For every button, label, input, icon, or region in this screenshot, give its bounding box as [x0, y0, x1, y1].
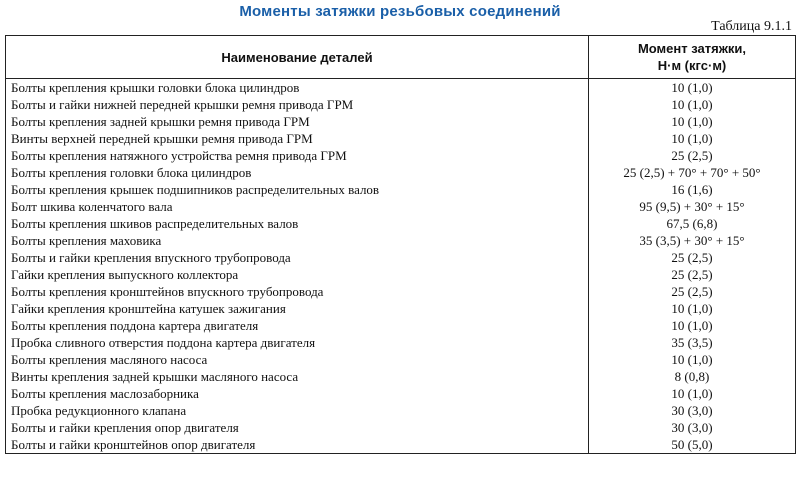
table-row	[6, 419, 796, 436]
column-header-name: Наименование деталей	[6, 36, 589, 79]
part-name-cell: Болт шкива коленчатого вала	[6, 198, 589, 215]
torque-value-cell: 10 (1,0)	[589, 351, 796, 368]
column-header-torque-line1: Момент затяжки,	[637, 41, 747, 56]
part-name-cell: Винты верхней передней крышки ремня привода ГРМ	[6, 130, 589, 147]
torque-value-cell: 35 (3,5)	[589, 334, 796, 351]
table-row	[6, 249, 796, 266]
part-name-cell: Болты крепления натяжного устройства ремня привода ГРМ	[6, 147, 589, 164]
table-body	[6, 79, 796, 454]
table-row	[6, 164, 796, 181]
table-row	[6, 283, 796, 300]
document-title: Моменты затяжки резьбовых соединений	[239, 3, 561, 20]
table-row	[6, 300, 796, 317]
torque-value-cell: 25 (2,5) + 70° + 70° + 50°	[589, 164, 796, 181]
part-name-cell: Болты крепления маховика	[6, 232, 589, 249]
torque-value-cell: 25 (2,5)	[589, 266, 796, 283]
column-header-torque-line2: Н·м (кгс·м)	[657, 58, 727, 73]
torque-value-cell: 67,5 (6,8)	[589, 215, 796, 232]
part-name-cell: Болты и гайки нижней передней крышки ремня привода ГРМ	[6, 96, 589, 113]
table-header-row	[6, 36, 796, 79]
table-row	[6, 436, 796, 454]
part-name-cell: Болты крепления поддона картера двигателя	[6, 317, 589, 334]
part-name-cell: Болты крепления маслозаборника	[6, 385, 589, 402]
table-row	[6, 385, 796, 402]
table-row	[6, 181, 796, 198]
part-name-cell: Гайки крепления кронштейна катушек зажигания	[6, 300, 589, 317]
torque-value-cell: 10 (1,0)	[589, 113, 796, 130]
part-name-cell: Болты крепления задней крышки ремня привода ГРМ	[6, 113, 589, 130]
table-row	[6, 79, 796, 97]
table-row	[6, 198, 796, 215]
part-name-cell: Болты крепления масляного насоса	[6, 351, 589, 368]
table-row	[6, 351, 796, 368]
torque-value-cell: 8 (0,8)	[589, 368, 796, 385]
table-row	[6, 147, 796, 164]
part-name-cell: Пробка сливного отверстия поддона картера двигателя	[6, 334, 589, 351]
torque-value-cell: 10 (1,0)	[589, 96, 796, 113]
table-row	[6, 215, 796, 232]
torque-value-cell: 10 (1,0)	[589, 385, 796, 402]
part-name-cell: Болты и гайки крепления опор двигателя	[6, 419, 589, 436]
table-row	[6, 334, 796, 351]
part-name-cell: Пробка редукционного клапана	[6, 402, 589, 419]
torque-value-cell: 95 (9,5) + 30° + 15°	[589, 198, 796, 215]
torque-value-cell: 25 (2,5)	[589, 147, 796, 164]
table-row	[6, 113, 796, 130]
torque-value-cell: 10 (1,0)	[589, 130, 796, 147]
torque-value-cell: 25 (2,5)	[589, 249, 796, 266]
part-name-cell: Болты и гайки крепления впускного трубопровода	[6, 249, 589, 266]
part-name-cell: Болты крепления крышки головки блока цилиндров	[6, 79, 589, 97]
part-name-cell: Болты крепления головки блока цилиндров	[6, 164, 589, 181]
part-name-cell: Болты крепления шкивов распределительных валов	[6, 215, 589, 232]
torque-table	[5, 35, 796, 454]
torque-value-cell: 10 (1,0)	[589, 317, 796, 334]
part-name-cell: Винты крепления задней крышки масляного насоса	[6, 368, 589, 385]
torque-value-cell: 50 (5,0)	[589, 436, 796, 454]
torque-value-cell: 30 (3,0)	[589, 419, 796, 436]
torque-value-cell: 30 (3,0)	[589, 402, 796, 419]
part-name-cell: Болты крепления крышек подшипников распределительных валов	[6, 181, 589, 198]
part-name-cell: Гайки крепления выпускного коллектора	[6, 266, 589, 283]
column-header-torque	[589, 36, 796, 79]
table-row	[6, 266, 796, 283]
torque-value-cell: 25 (2,5)	[589, 283, 796, 300]
table-row	[6, 130, 796, 147]
torque-value-cell: 16 (1,6)	[589, 181, 796, 198]
table-row	[6, 96, 796, 113]
part-name-cell: Болты крепления кронштейнов впускного трубопровода	[6, 283, 589, 300]
table-row	[6, 317, 796, 334]
part-name-cell: Болты и гайки кронштейнов опор двигателя	[6, 436, 589, 454]
table-row	[6, 368, 796, 385]
table-row	[6, 402, 796, 419]
torque-value-cell: 10 (1,0)	[589, 300, 796, 317]
table-number: Таблица 9.1.1	[711, 19, 792, 34]
table-row	[6, 232, 796, 249]
torque-value-cell: 35 (3,5) + 30° + 15°	[589, 232, 796, 249]
torque-value-cell: 10 (1,0)	[589, 79, 796, 97]
